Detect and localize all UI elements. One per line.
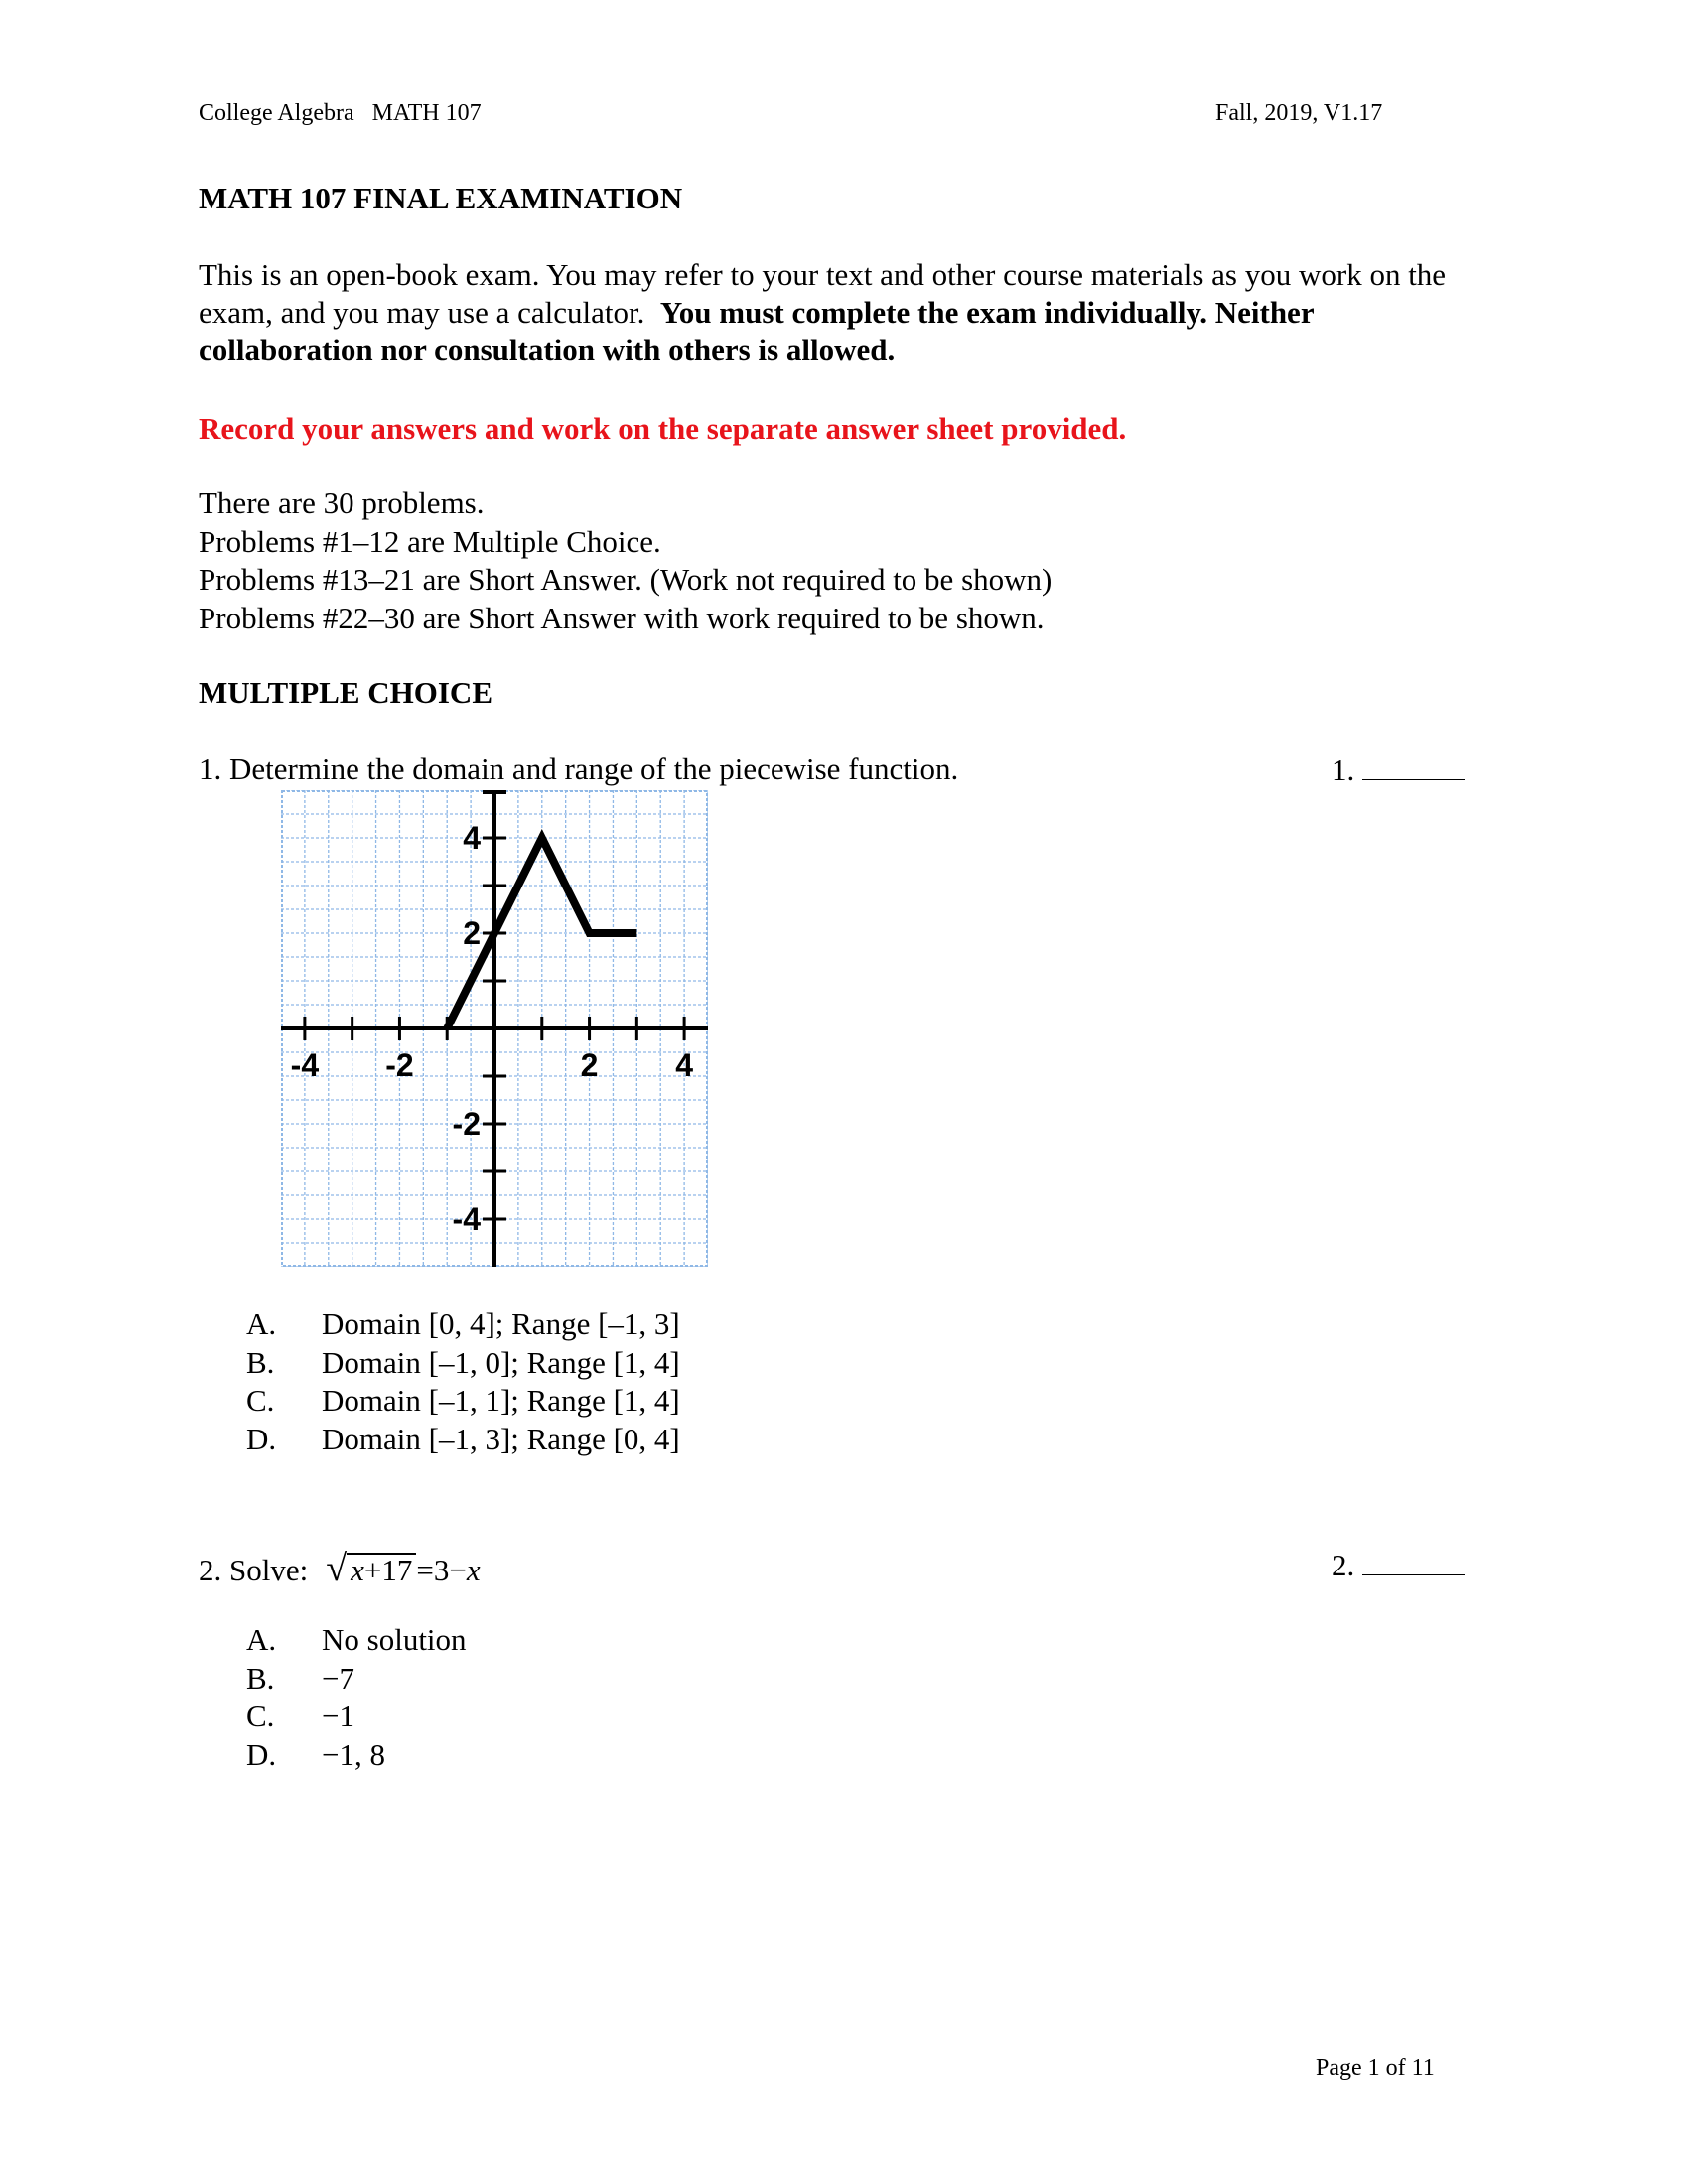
x-tick-label: 4	[675, 1047, 694, 1083]
answer-line	[1362, 1547, 1465, 1575]
info-line: There are 30 problems.	[199, 485, 485, 520]
option-text: −1	[322, 1699, 354, 1733]
x-tick-label: 2	[580, 1047, 599, 1083]
radical-sign-icon: √	[326, 1548, 348, 1589]
option-text: −7	[322, 1660, 354, 1696]
y-tick-label: -2	[452, 1106, 481, 1142]
question-1-options	[246, 1306, 680, 1459]
option-text: Domain [–1, 3]; Range [0, 4]	[322, 1421, 680, 1456]
header-course: College Algebra MATH 107	[199, 100, 482, 126]
question-2-text	[199, 1547, 481, 1590]
question-1-text: 1. Determine the domain and range of the piecewise function.	[199, 751, 959, 786]
page-number: Page 1 of 11	[1316, 2055, 1435, 2081]
record-note: Record your answers and work on the separate answer sheet provided.	[199, 411, 1127, 446]
option-c[interactable]	[246, 1699, 467, 1737]
option-b[interactable]	[246, 1661, 467, 1700]
eq-variable: x	[351, 1553, 364, 1587]
answer-line	[1362, 751, 1465, 780]
option-c[interactable]	[246, 1383, 680, 1422]
option-a[interactable]	[246, 1622, 467, 1661]
info-line: Problems #13–21 are Short Answer. (Work not required to be shown)	[199, 562, 1053, 597]
option-letter: A.	[246, 1622, 277, 1657]
answer-label: 1.	[1332, 752, 1355, 787]
header-version: Fall, 2019, V1.17	[1215, 100, 1383, 126]
info-line: Problems #22–30 are Short Answer with work required to be shown.	[199, 600, 1045, 635]
eq-constant: +17	[363, 1553, 413, 1587]
question-2-options	[246, 1622, 467, 1775]
y-tick-label: -4	[452, 1201, 481, 1237]
option-text: Domain [–1, 1]; Range [1, 4]	[322, 1383, 680, 1418]
intro-paragraph	[199, 256, 1489, 369]
option-a[interactable]	[246, 1306, 680, 1345]
option-letter: D.	[246, 1421, 277, 1456]
option-text: Domain [–1, 0]; Range [1, 4]	[322, 1344, 680, 1380]
info-lines	[199, 484, 1489, 637]
info-line: Problems #1–12 are Multiple Choice.	[199, 523, 661, 559]
option-letter: C.	[246, 1383, 275, 1418]
y-tick-label: 2	[463, 915, 481, 951]
equation	[326, 1547, 480, 1590]
intro-text: This is an open-book exam. You may refer to your text and other course materials as you work on the exam, and you may use a calculator.	[199, 257, 1454, 330]
option-text: No solution	[322, 1622, 467, 1657]
option-letter: D.	[246, 1736, 277, 1772]
option-letter: C.	[246, 1699, 275, 1733]
question-1-answer-blank	[1332, 751, 1465, 788]
option-d[interactable]	[246, 1737, 467, 1776]
exam-title: MATH 107 FINAL EXAMINATION	[199, 181, 683, 215]
question-2-answer-blank	[1332, 1547, 1465, 1583]
option-letter: B.	[246, 1660, 275, 1696]
option-text: −1, 8	[322, 1736, 385, 1772]
piecewise-function-graph	[281, 790, 708, 1267]
radicand	[347, 1553, 416, 1586]
eq-rhs: =3−	[416, 1553, 467, 1587]
x-tick-label: -2	[385, 1047, 414, 1083]
option-letter: B.	[246, 1344, 275, 1380]
section-heading: MULTIPLE CHOICE	[199, 675, 492, 710]
option-letter: A.	[246, 1306, 277, 1341]
question-2-prefix: 2. Solve:	[199, 1553, 309, 1587]
intro-bold-text: You must complete the exam individually. Neither collaboration nor consultation with others is allowed.	[199, 295, 1315, 367]
eq-variable: x	[466, 1553, 481, 1587]
y-tick-label: 4	[463, 820, 481, 856]
x-tick-label: -4	[290, 1047, 320, 1083]
option-text: Domain [0, 4]; Range [–1, 3]	[322, 1306, 680, 1341]
option-d[interactable]	[246, 1422, 680, 1460]
answer-label: 2.	[1332, 1548, 1355, 1582]
option-b[interactable]	[246, 1345, 680, 1384]
